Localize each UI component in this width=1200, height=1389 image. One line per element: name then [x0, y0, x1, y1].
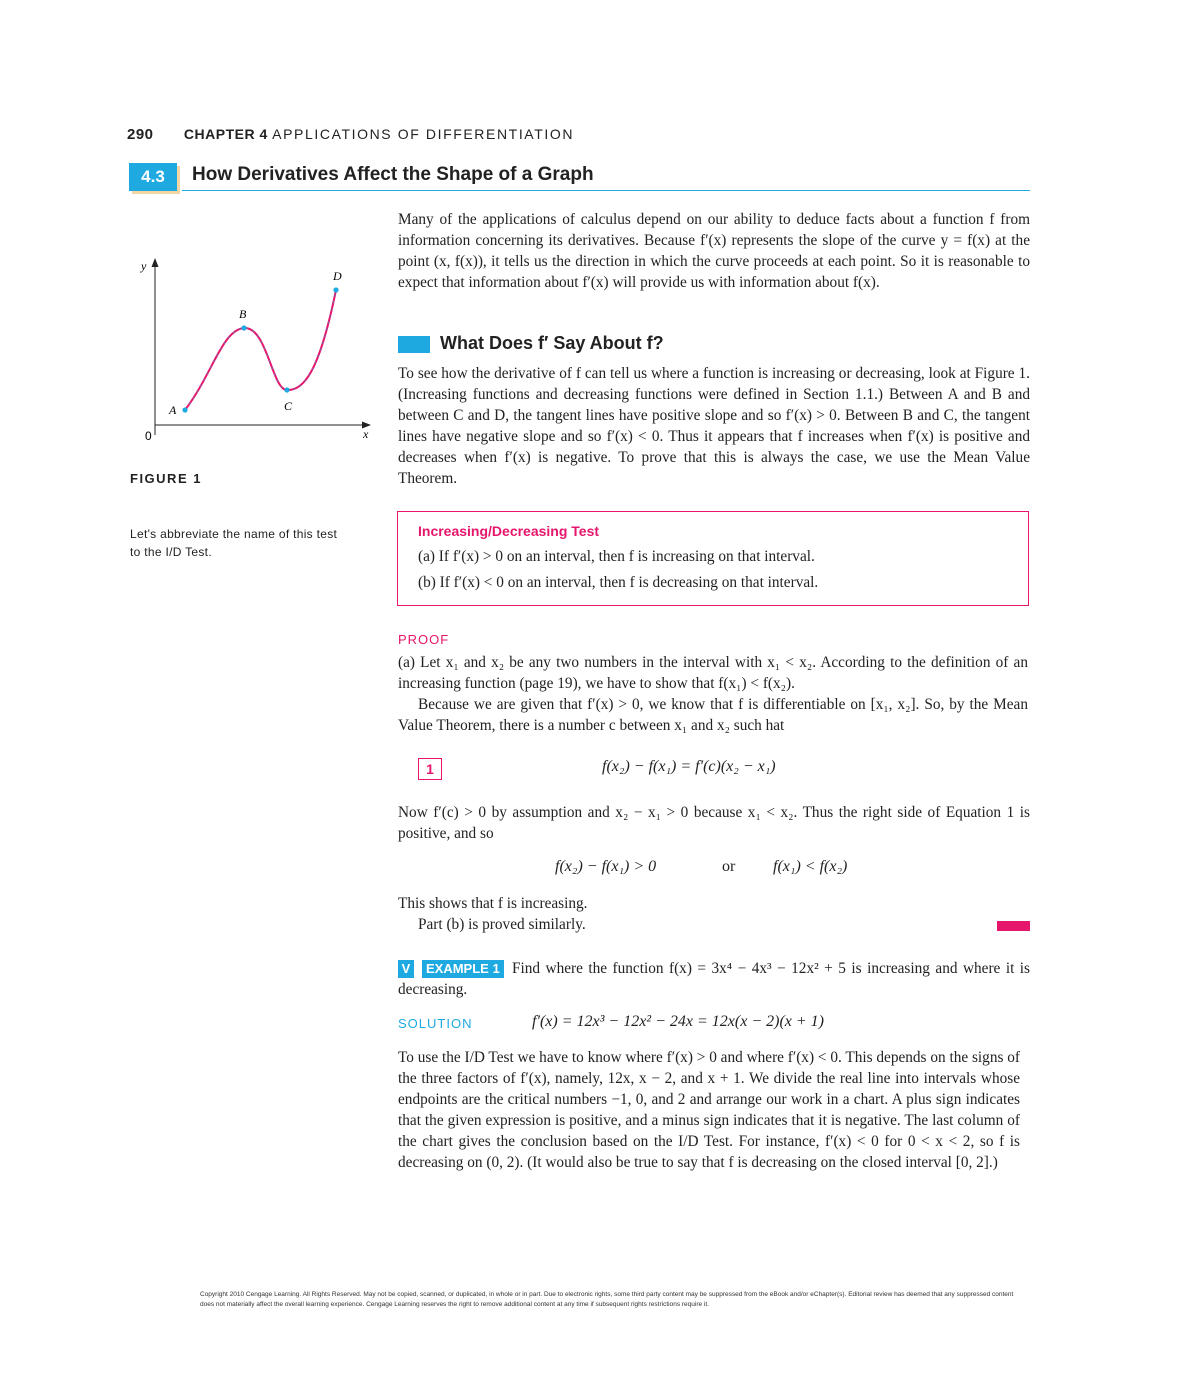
figure-1-graph [127, 250, 377, 450]
point-c-marker [284, 387, 289, 392]
end-of-proof-mark [997, 921, 1030, 931]
proof-mvt-paragraph: Because we are given that f′(x) > 0, we know that f is differentiable on [x₁, x₂]. So, by the Mean Value Theorem, there is a number c between x₁ and x₂ such hat [398, 696, 1028, 734]
proof-label: PROOF [398, 632, 450, 647]
solution-paragraph: To use the I/D Test we have to know where f′(x) > 0 and where f′(x) < 0. This depends on the signs of the three factors of f′(x), namely, 12x, x − 2, and x + 1. We divide the real line into intervals whose endpoints are the critical numbers −1, 0, and 2 and arrange our work in a chart. A plus sign indicates that the given expression is positive, and a minus sign indicates that it is negative. The last column of the chart gives the conclusion based on the I/D Test. For instance, f′(x) < 0 for 0 < x < 2, so f is decreasing on (0, 2). (It would also be true to say that f is decreasing on the closed interval [0, 2].) [398, 1049, 1020, 1171]
proof-part-a: (a) Let x₁ and x₂ be any two numbers in the interval with x₁ < x₂. According to the definition of an increasing function (page 19), we have to show that f(x₁) < f(x₂). [398, 654, 1028, 692]
test-box-title: Increasing/Decreasing Test [418, 523, 600, 539]
solution-label: SOLUTION [398, 1016, 473, 1031]
origin-label: 0 [145, 429, 152, 443]
chapter-label: CHAPTER 4 [183, 126, 268, 142]
example-v-marker: V [398, 960, 414, 978]
section-rule [182, 190, 1030, 191]
test-line-b: (b) If f′(x) < 0 on an interval, then f is decreasing on that interval. [418, 574, 819, 591]
proof-conclusion-paragraph: Now f′(c) > 0 by assumption and x₂ − x₁ > 0 because x₁ < x₂. Thus the right side of Equation 1 is positive, and so [398, 804, 1030, 842]
test-line-a: (a) If f′(x) > 0 on an interval, then f is increasing on that interval. [418, 548, 815, 565]
y-axis-arrow [152, 258, 159, 267]
point-a-label: A [169, 403, 177, 417]
section-number-badge: 4.3 [129, 163, 177, 191]
subsection-title: What Does f′ Say About f? [440, 333, 664, 353]
proof-part-b-line: Part (b) is proved similarly. [418, 916, 586, 933]
x-axis-label: x [363, 427, 369, 441]
equation-number-box: 1 [418, 758, 442, 780]
tangent-overlay [185, 290, 336, 410]
equation-1: f(x₂) − f(x₁) = f′(c)(x₂ − x₁) [602, 758, 776, 775]
point-b-label: B [239, 307, 247, 321]
intro-paragraph: Many of the applications of calculus depend on our ability to deduce facts about a function f from information concerning its derivatives. Because f′(x) represents the slope of the curve y = f(x) at the point (x, f(x)), it tells us the direction in which the curve proceeds at each point. So it is reasonable to expect that information about f′(x) will provide us with information about f(x). [398, 211, 1030, 291]
inequality-right: f(x₁) < f(x₂) [773, 858, 848, 875]
y-axis-label: y [141, 259, 147, 273]
margin-note: Let's abbreviate the name of this test to the I/D Test. [130, 527, 338, 559]
figure-caption: FIGURE 1 [130, 471, 202, 486]
function-curve [185, 290, 336, 410]
subsection-marker [398, 336, 430, 353]
point-a-marker [182, 407, 187, 412]
chapter-title: APPLICATIONS OF DIFFERENTIATION [272, 126, 575, 142]
solution-equation: f′(x) = 12x³ − 12x² − 24x = 12x(x − 2)(x + 1) [532, 1013, 824, 1030]
section-title: How Derivatives Affect the Shape of a Graph [192, 164, 594, 185]
point-b-marker [241, 325, 246, 330]
increasing-decreasing-test-box [397, 511, 1029, 606]
proof-shows-line: This shows that f is increasing. [398, 895, 588, 912]
paragraph-figure-discussion: To see how the derivative of f can tell us where a function is increasing or decreasing, look at Figure 1. (Increasing functions and decreasing functions were defined in Section 1.1.) Between A and B and between C and D, the tangent lines have positive slope and so f′(x) > 0. Between B and C, the tangent lines have negative slope and so f′(x) < 0. Thus it appears that f increases when f′(x) is positive and decreases when f′(x) is negative. To prove that this is always the case, we use the Mean Value Theorem. [398, 365, 1030, 487]
inequality-or: or [722, 858, 736, 875]
copyright-footer: Copyright 2010 Cengage Learning. All Rights Reserved. May not be copied, scanned, or duplicated, in whole or in part. Due to electronic rights, some third party content may be suppressed from the eBook and/or eChapter(s). Editorial review has deemed that any suppressed content does not materially affect the overall learning experience. Cengage Learning reserves the right to remove additional content at any time if subsequent rights restrictions require it. [200, 1291, 1014, 1308]
page-number: 290 [127, 126, 154, 143]
point-c-label: C [284, 399, 293, 413]
point-d-marker [333, 287, 338, 292]
point-d-label: D [333, 269, 342, 283]
example-label: EXAMPLE 1 [422, 960, 504, 978]
running-head [127, 126, 574, 143]
example-1-text: Find where the function f(x) = 3x⁴ − 4x³ − 12x² + 5 is increasing and where it is decreasing. [398, 960, 1030, 998]
inequality-left: f(x₂) − f(x₁) > 0 [555, 858, 657, 875]
